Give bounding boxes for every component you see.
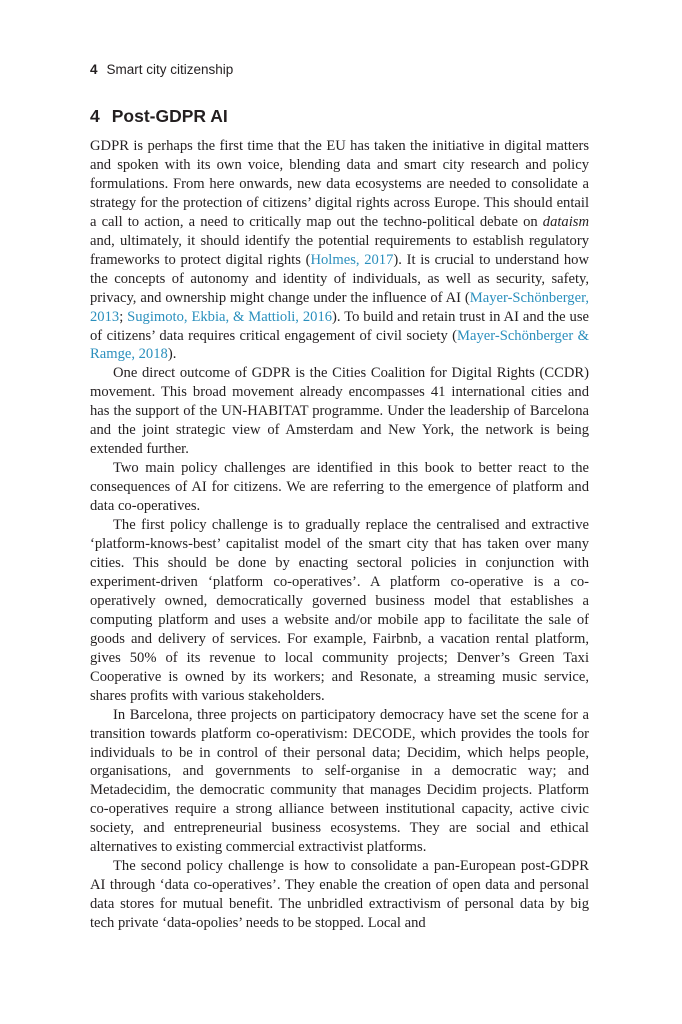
page-number: 4: [90, 62, 98, 77]
text-run: ;: [119, 308, 128, 325]
body-paragraph: [90, 459, 589, 516]
section-title: Post-GDPR AI: [111, 106, 228, 126]
citation-link[interactable]: Mayer-Schönberger & Ramge, 2018: [90, 327, 589, 363]
body-paragraph: [90, 706, 589, 858]
text-run: Two main policy challenges are identified in this book to better react to the consequences of AI for citizens. We are referring to the emergence of platform and data co-operatives.: [90, 460, 589, 515]
section-heading: [90, 106, 590, 127]
body-paragraph: [90, 364, 589, 459]
running-title: Smart city citizenship: [106, 62, 234, 77]
italic-term: dataism: [542, 213, 589, 230]
citation-link[interactable]: Holmes, 2017: [310, 251, 394, 268]
body-text: [90, 137, 589, 933]
text-run: The second policy challenge is how to consolidate a pan-European post-GDPR AI through ‘data co-operatives’. They enable the creation of open data and personal data stores for mutual benefit. The unbridled extractivism of personal data by big tech private ‘data-opolies’ needs to be stopped. Local and: [90, 858, 589, 932]
text-run: ). To build and retain trust in AI and the use of citizens’ data requires critical engagement of civil society (: [90, 308, 589, 344]
running-header: [90, 62, 590, 77]
text-run: One direct outcome of GDPR is the Cities Coalition for Digital Rights (CCDR) movement. This broad movement already encompasses 41 international cities and has the support of the UN-HABITAT programme. Under the leadership of Barcelona and the joint strategic view of Amsterdam and New York, the network is being extended further.: [90, 365, 589, 458]
body-paragraph: [90, 137, 589, 364]
text-run: and, ultimately, it should identify the potential requirements to establish regulatory frameworks to protect digital rights (: [90, 232, 589, 268]
text-run: The first policy challenge is to gradually replace the centralised and extractive ‘platform-knows-best’ capitalist model of the smart city that has taken over many cities. This should be done by enacting sectoral policies in conjunction with experiment-driven ‘platform co-operatives’. A platform co-operative is a co-operatively owned, democratically governed business model that establishes a computing platform and uses a website and/or mobile app to facilitate the sale of goods and delivery of services. For example, Fairbnb, a vacation rental platform, gives 50% of its revenue to local community projects; Denver’s Green Taxi Cooperative is owned by its workers; and Resonate, a streaming music service, shares profits with various stakeholders.: [90, 517, 589, 704]
citation-link[interactable]: Mayer-Schönberger, 2013: [90, 289, 589, 325]
citation-link[interactable]: Sugimoto, Ekbia, & Mattioli, 2016: [127, 308, 333, 325]
text-run: GDPR is perhaps the first time that the EU has taken the initiative in digital matters and spoken with its own voice, blending data and smart city research and policy formulations. From here onwards, new data ecosystems are needed to consolidate a strategy for the protection of citizens’ digital rights across Europe. This should entail a call to action, a need to critically map out the techno-political debate on: [90, 138, 589, 230]
text-run: ).: [167, 346, 177, 363]
body-paragraph: [90, 857, 589, 933]
text-run: ). It is crucial to understand how the concepts of autonomy and identity of individuals, as well as security, safety, privacy, and ownership might change under the influence of AI (: [90, 251, 589, 306]
body-paragraph: [90, 516, 589, 706]
section-number: 4: [90, 106, 100, 126]
text-run: In Barcelona, three projects on participatory democracy have set the scene for a transition towards platform co-operativism: DECODE, which provides the tools for individuals to be in control of their personal data; Decidim, which helps people, organisations, and governments to self-organise in a democratic way; and Metadecidim, the democratic community that manages Decidim projects. Platform co-operatives require a strong alliance between institutional capacity, active civic society, and entrepreneurial business ecosystems. They are social and ethical alternatives to existing commercial extractivist platforms.: [90, 706, 589, 856]
